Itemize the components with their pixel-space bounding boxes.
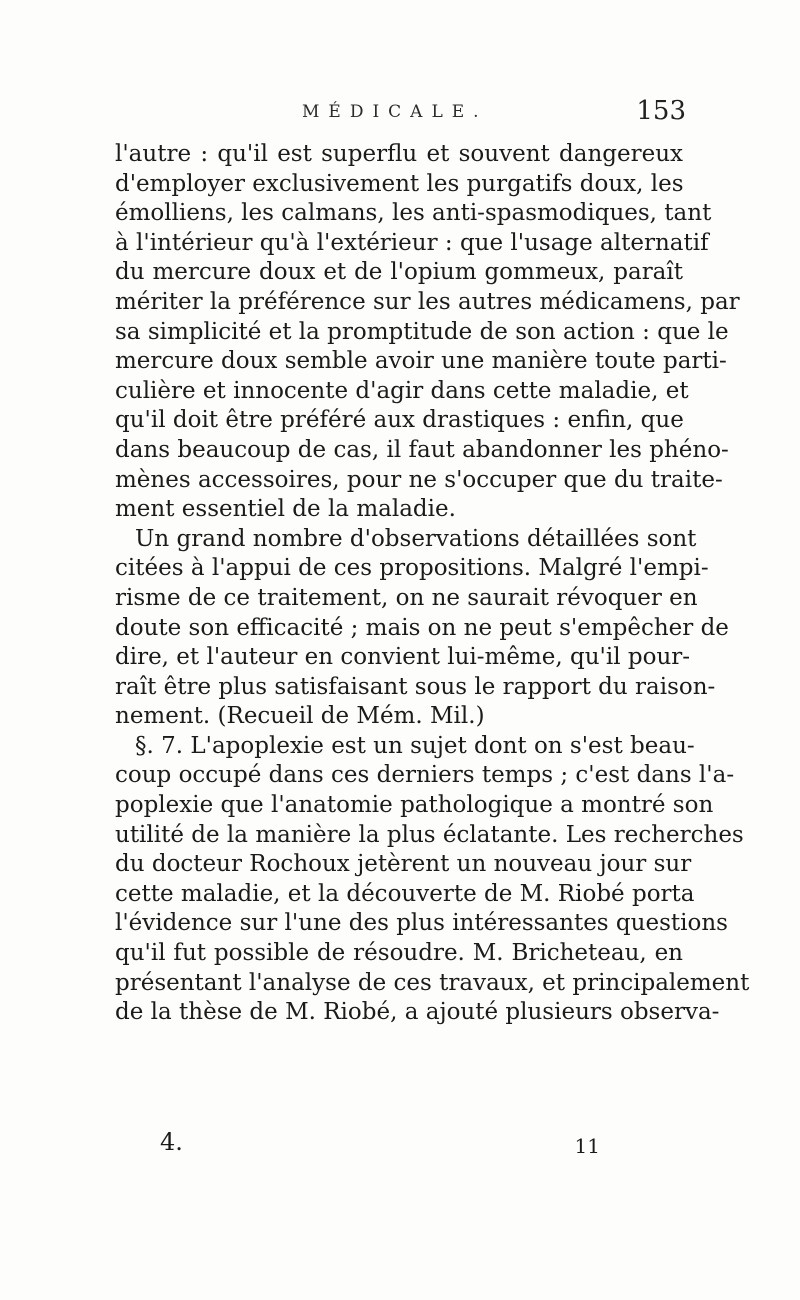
- text-line: utilité de la manière la plus éclatante. Les recherches: [115, 821, 744, 848]
- text-line: qu'il doit être préféré aux drastiques : enfin, que: [115, 407, 684, 434]
- text-line: dire, et l'auteur en convient lui-même, qu'il pour-: [115, 644, 691, 671]
- text-line: dans beaucoup de cas, il faut abandonner les phéno-: [115, 436, 729, 463]
- text-line: risme de ce traitement, on ne saurait révoquer en: [115, 584, 698, 611]
- text-line: d'employer exclusivement les purgatifs doux, les: [115, 170, 684, 197]
- text-line: mercure doux semble avoir une manière toute parti-: [115, 348, 727, 375]
- page-number: 153: [636, 96, 686, 126]
- text-line: ment essentiel de la maladie.: [115, 496, 456, 523]
- text-line: poplexie que l'anatomie pathologique a montré son: [115, 792, 714, 819]
- text-line: Un grand nombre d'observations détaillées sont: [135, 525, 697, 552]
- text-line: sa simplicité et la promptitude de son action : que le: [115, 318, 729, 345]
- text-line: nement. (Recueil de Mém. Mil.): [115, 703, 485, 730]
- text-line: de la thèse de M. Riobé, a ajouté plusieurs observa-: [115, 999, 720, 1026]
- text-line: culière et innocente d'agir dans cette maladie, et: [115, 377, 689, 404]
- text-line: doute son efficacité ; mais on ne peut s'empêcher de: [115, 614, 729, 641]
- text-line: présentant l'analyse de ces travaux, et principalement: [115, 969, 750, 996]
- text-line: émolliens, les calmans, les anti-spasmodiques, tant: [115, 200, 712, 227]
- page-footer: [160, 1128, 600, 1168]
- text-line: du mercure doux et de l'opium gommeux, paraît: [115, 259, 683, 286]
- text-line: du docteur Rochoux jetèrent un nouveau jour sur: [115, 851, 692, 878]
- text-line: mènes accessoires, pour ne s'occuper que du traite-: [115, 466, 723, 493]
- text-line: raît être plus satisfaisant sous le rapport du raison-: [115, 673, 716, 700]
- page-header: [112, 96, 686, 132]
- footer-folio: 11: [574, 1134, 600, 1158]
- text-line: mériter la préférence sur les autres médicamens, par: [115, 288, 740, 315]
- running-head: MÉDICALE.: [302, 102, 488, 122]
- body-text: [115, 140, 750, 1028]
- text-line: citées à l'appui de ces propositions. Malgré l'empi-: [115, 555, 709, 582]
- text-line: coup occupé dans ces derniers temps ; c'est dans l'a-: [115, 762, 735, 789]
- text-line: l'autre : qu'il est superflu et souvent dangereux: [115, 141, 683, 167]
- text-line: cette maladie, et la découverte de M. Riobé porta: [115, 880, 695, 907]
- text-line: l'évidence sur l'une des plus intéressantes questions: [115, 910, 728, 937]
- text-line: §. 7. L'apoplexie est un sujet dont on s'est beau-: [135, 732, 695, 759]
- text-line: qu'il fut possible de résoudre. M. Bricheteau, en: [115, 940, 683, 967]
- text-line: à l'intérieur qu'à l'extérieur : que l'usage alternatif: [115, 229, 709, 256]
- signature-mark: 4.: [160, 1128, 183, 1156]
